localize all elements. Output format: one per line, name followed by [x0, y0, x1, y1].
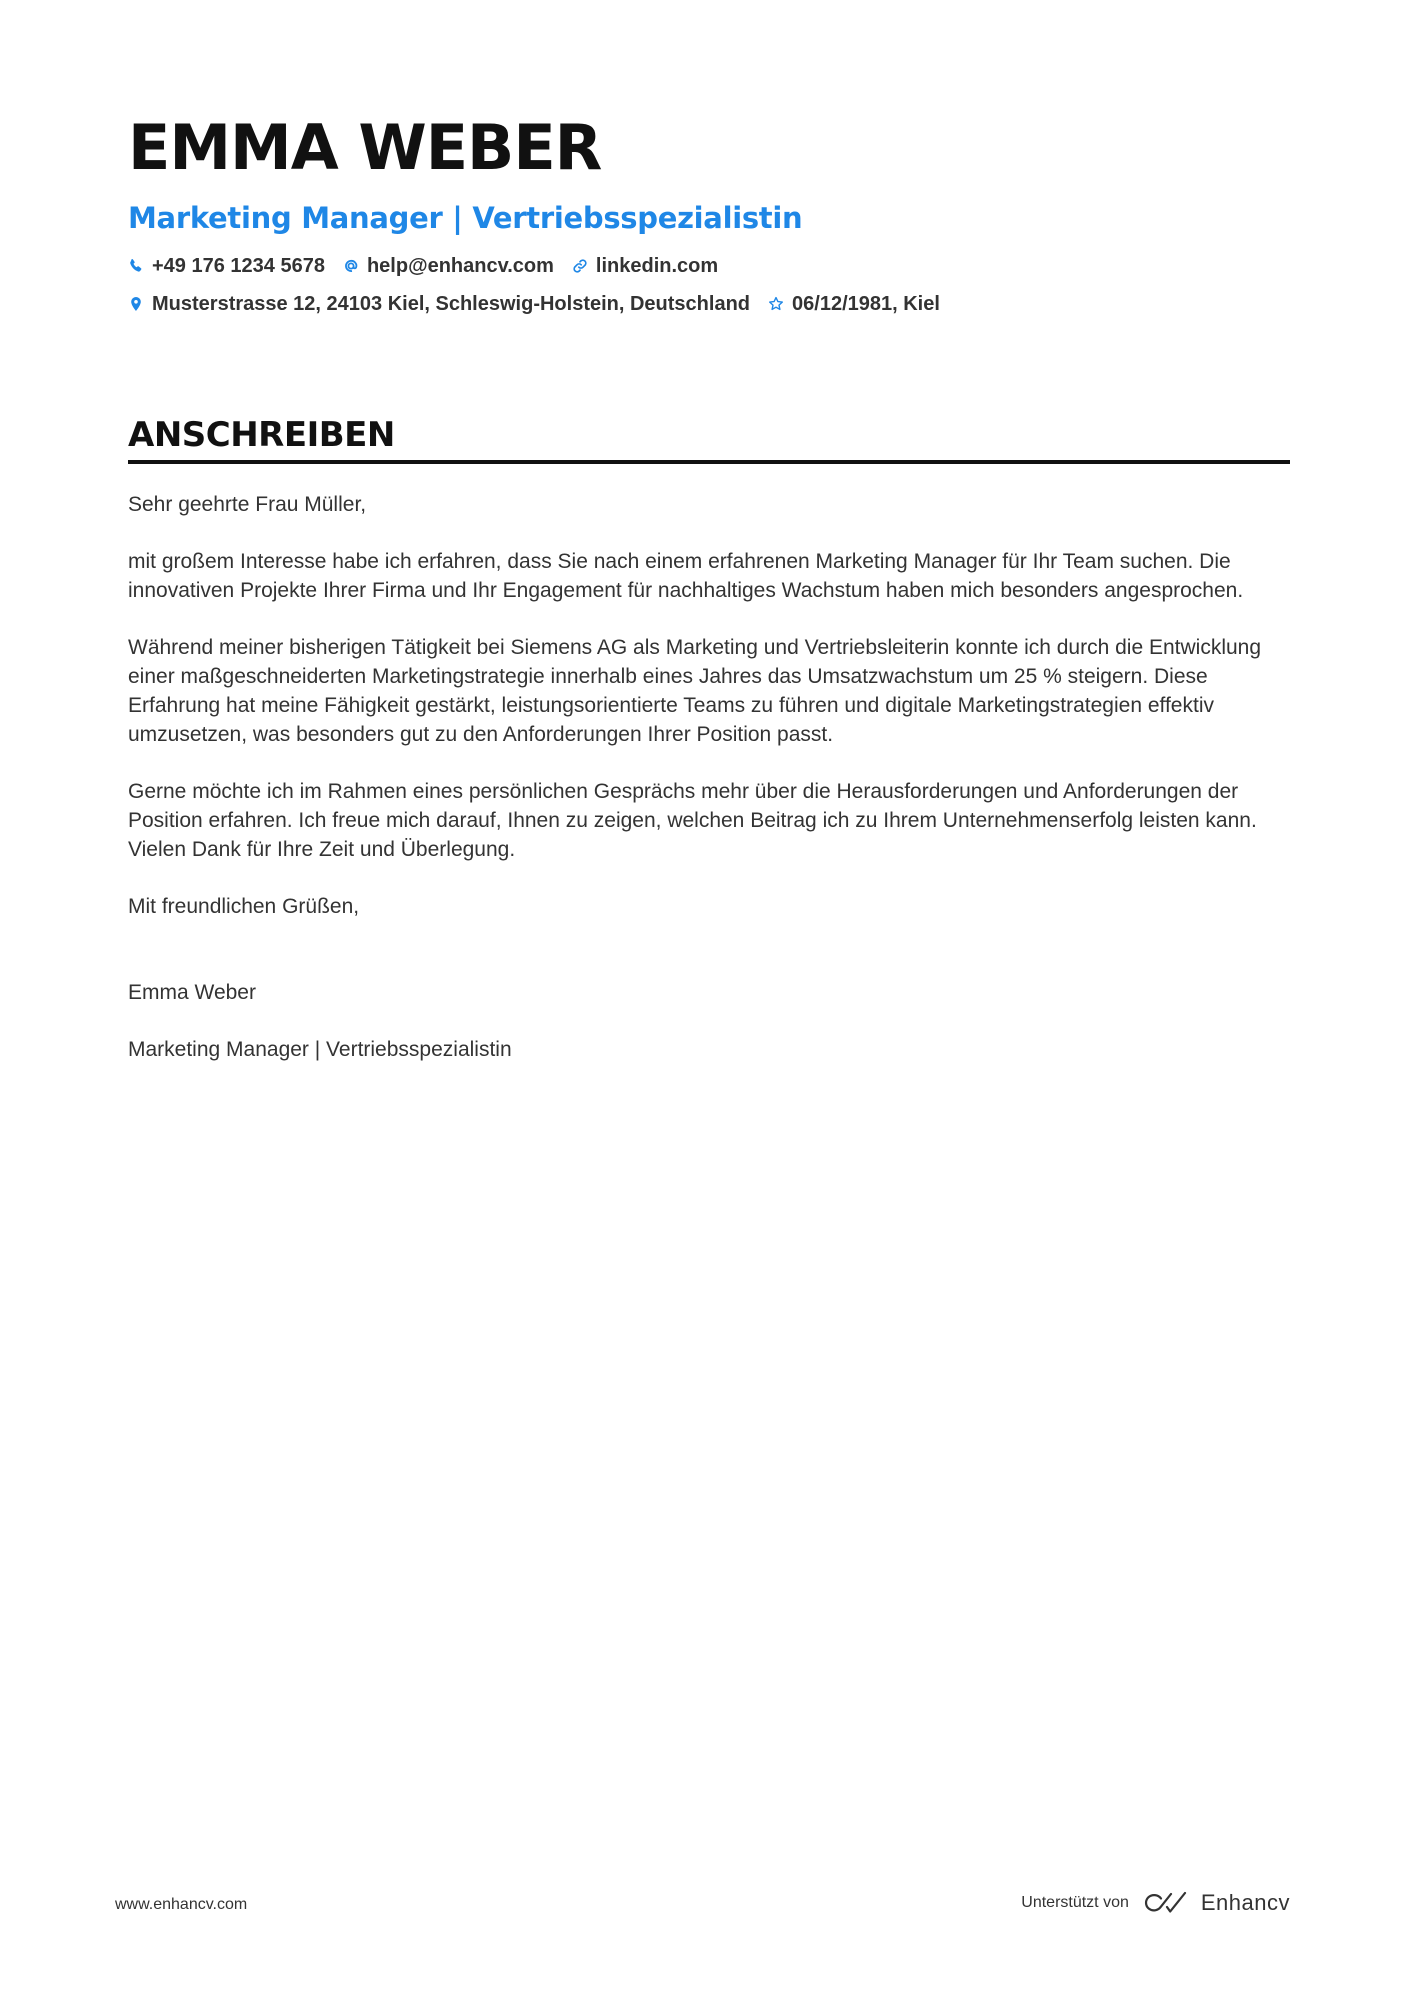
email-address[interactable]: help@enhancv.com: [366, 255, 554, 277]
applicant-title: Marketing Manager | Vertriebsspezialistin: [128, 201, 803, 235]
location-pin-icon: [128, 295, 144, 313]
contact-row-2: [128, 292, 1290, 316]
at-icon: [343, 257, 359, 275]
signature-title: Marketing Manager | Vertriebsspezialistin: [128, 1038, 512, 1061]
phone-number: +49 176 1234 5678: [152, 255, 325, 277]
section-title: ANSCHREIBEN: [128, 415, 395, 455]
letter-body: [128, 490, 1290, 1064]
salutation: Sehr geehrte Frau Müller,: [128, 493, 367, 516]
star-icon: [768, 295, 784, 313]
linkedin-link[interactable]: linkedin.com: [595, 255, 719, 277]
closing: Mit freundlichen Grüßen,: [128, 895, 360, 918]
letter-paragraph: Gerne möchte ich im Rahmen eines persönlichen Gesprächs mehr über die Herausforderungen und Anforderungen der Position erfahren. Ich freue mich darauf, Ihnen zu zeigen, welchen Beitrag ich zu Ihrem Unternehmenserfolg leisten kann. Vielen Dank für Ihre Zeit und Überlegung.: [128, 780, 1257, 861]
brand-name: Enhancv: [1200, 1890, 1290, 1915]
powered-by-text: Unterstützt von: [1021, 1894, 1129, 1911]
enhancv-logo-icon: [1141, 1890, 1189, 1916]
letter-paragraph: mit großem Interesse habe ich erfahren, dass Sie nach einem erfahrenen Marketing Manager für Ihr Team suchen. Die innovativen Projekte Ihrer Firma und Ihr Engagement für nachhaltiges Wachstum haben mich besonders angesprochen.: [128, 550, 1244, 602]
link-icon: [572, 257, 588, 275]
phone-icon: [128, 257, 144, 275]
contact-email[interactable]: [343, 254, 554, 278]
contact-address: [128, 292, 750, 316]
footer-website[interactable]: www.enhancv.com: [115, 1896, 248, 1913]
contact-row-1: [128, 254, 1290, 278]
contact-phone: [128, 254, 325, 278]
section-divider: [128, 460, 1290, 464]
birth-date-place: 06/12/1981, Kiel: [792, 293, 940, 315]
applicant-name: EMMA WEBER: [128, 111, 602, 184]
contact-birth: [768, 292, 940, 316]
document-content: [128, 110, 1290, 1092]
address: Musterstrasse 12, 24103 Kiel, Schleswig-Holstein, Deutschland: [152, 293, 751, 315]
letter-paragraph: Während meiner bisherigen Tätigkeit bei Siemens AG als Marketing und Vertriebsleiterin konnte ich durch die Entwicklung einer maßgeschneiderten Marketingstrategie innerhalb eines Jahres das Umsatzwachstum um 25 % steigern. Diese Erfahrung hat meine Fähigkeit gestärkt, leistungsorientierte Teams zu führen und digitale Marketingstrategien effektiv umzusetzen, was besonders gut zu den Anforderungen Ihrer Position passt.: [128, 636, 1262, 746]
signature-name: Emma Weber: [128, 981, 256, 1004]
contact-linkedin[interactable]: [572, 254, 718, 278]
footer-branding: [1021, 1890, 1290, 1916]
